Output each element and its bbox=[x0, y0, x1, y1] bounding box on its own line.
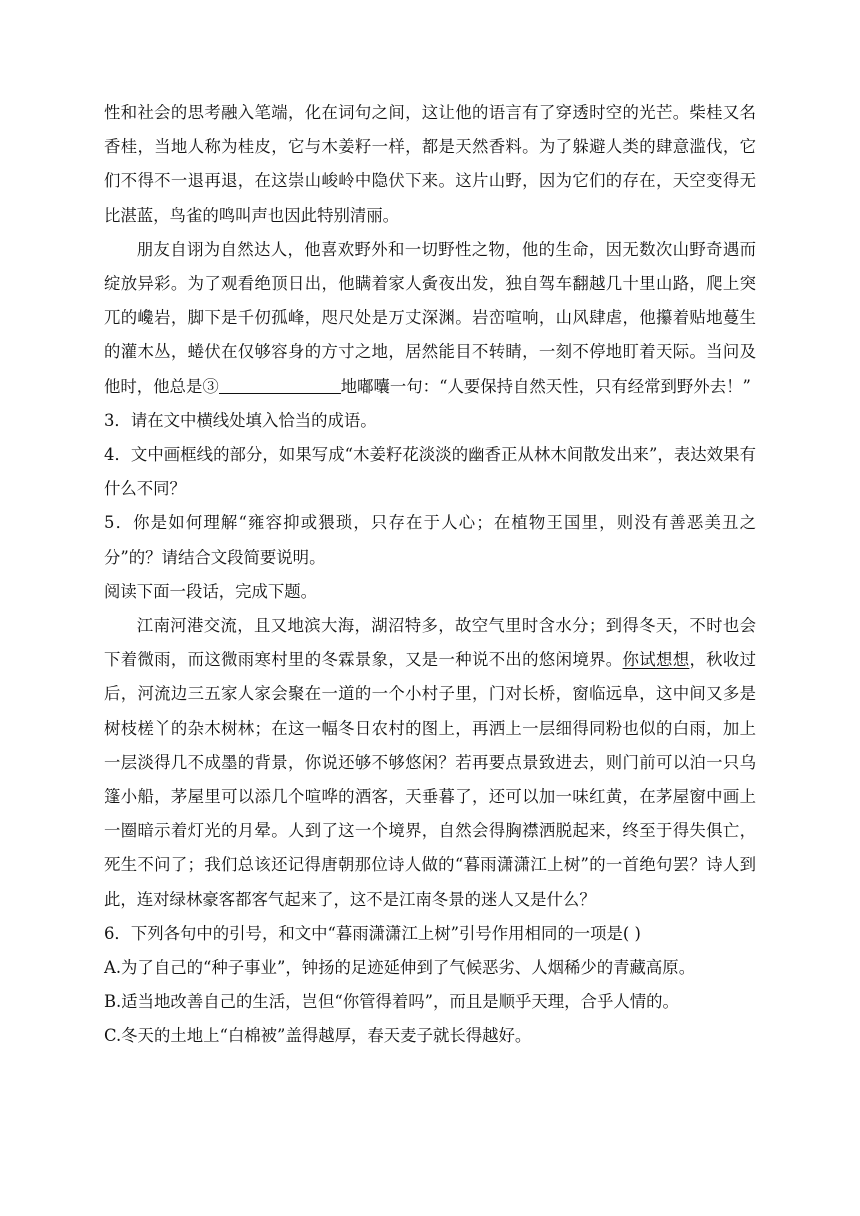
question-6-stem: 6．下列各句中的引号，和文中“暮雨潇潇江上树”引号作用相同的一项是( ) bbox=[104, 923, 641, 943]
question-6-option-b: B.适当地改善自己的生活，岂但“你管得着吗”，而且是顺乎天理，合乎人情的。 bbox=[104, 992, 679, 1012]
question-6-option-c: C.冬天的土地上“白棉被”盖得越厚，春天麦子就长得越好。 bbox=[104, 1026, 532, 1046]
fill-in-blank bbox=[219, 377, 341, 394]
passage1-paragraph-2-end: 地嘟囔一句：“人要保持自然天性，只有经常到野外去！” bbox=[340, 376, 751, 396]
passage2-text-2: ，秋收过后，河流边三五家人家会聚在一道的一个小村子里，门对长桥，窗临远阜，这中间又多是树枝槎丫的杂木树林；在这一幅冬日农村的图上，再洒上一层细得同粉也似的白雨，加上一层淡得几不成墨的背景，你说还够不够悠闲？若再要点景致进去，则门前可以泊一只乌篷小船，茅屋里可以添几个喧哗的酒客，天垂暮了，还可以加一味红黄，在茅屋窗中画上一圈暗示着灯光的月晕。人到了这一个境界，自然会得胸襟洒脱起来，终至于得失俱亡，死生不问了；我们总该还记得唐朝那位诗人做的“暮雨潇潇江上树”的一首绝句罢？诗人到此，连对绿林豪客都客气起来了，这不是江南冬景的迷人又是什么？ bbox=[104, 650, 757, 909]
passage1-paragraph-2-text: 朋友自诩为自然达人，他喜欢野外和一切野性之物，他的生命，因无数次山野奇遇而绽放异彩。为了观看绝顶日出，他瞒着家人夤夜出发，独自驾车翻越几十里山路，爬上突兀的巉岩，脚下是千仞孤峰，咫尺处是万丈深渊。岩峦喧响，山风肆虐，他攥着贴地蔓生的灌木丛，蜷伏在仅够容身的方寸之地，居然能目不转睛，一刻不停地盯着天际。当问及他时，他总是 bbox=[104, 239, 756, 396]
question-6-option-a: A.为了自己的“种子事业”，钟扬的足迹延伸到了气候恶劣、人烟稀少的青藏高原。 bbox=[104, 958, 696, 978]
blank-marker: ③ bbox=[202, 376, 219, 396]
document-page bbox=[104, 96, 756, 1054]
question-4: 4．文中画框线的部分，如果写成“木姜籽花淡淡的幽香正从林木间散发出来”，表达效果有什么不同？ bbox=[104, 445, 756, 499]
passage2-paragraph bbox=[104, 609, 756, 917]
question-3: 3．请在文中横线处填入恰当的成语。 bbox=[104, 410, 377, 430]
underlined-phrase: 你试想想 bbox=[622, 650, 690, 670]
reading-instruction: 阅读下面一段话，完成下题。 bbox=[104, 581, 318, 601]
question-5: 5．你是如何理解“雍容抑或猥琐，只存在于人心；在植物王国里，则没有善恶美丑之分”的？请结合文段简要说明。 bbox=[104, 513, 756, 567]
passage2-text-1: 江南河港交流，且又地滨大海，湖沼特多，故空气里时含水分；到得冬天，不时也会下着微雨，而这微雨寒村里的冬霖景象，又是一种说不出的悠闲境界。 bbox=[104, 616, 756, 670]
passage1-paragraph-1: 性和社会的思考融入笔端，化在词句之间，这让他的语言有了穿透时空的光芒。柴桂又名香桂，当地人称为桂皮，它与木姜籽一样，都是天然香料。为了躲避人类的肆意滥伐，它们不得不一退再退，在这崇山峻岭中隐伏下来。这片山野，因为它们的存在，天空变得无比湛蓝，鸟雀的鸣叫声也因此特别清丽。 bbox=[104, 103, 756, 225]
passage1-paragraph-2 bbox=[104, 233, 756, 404]
